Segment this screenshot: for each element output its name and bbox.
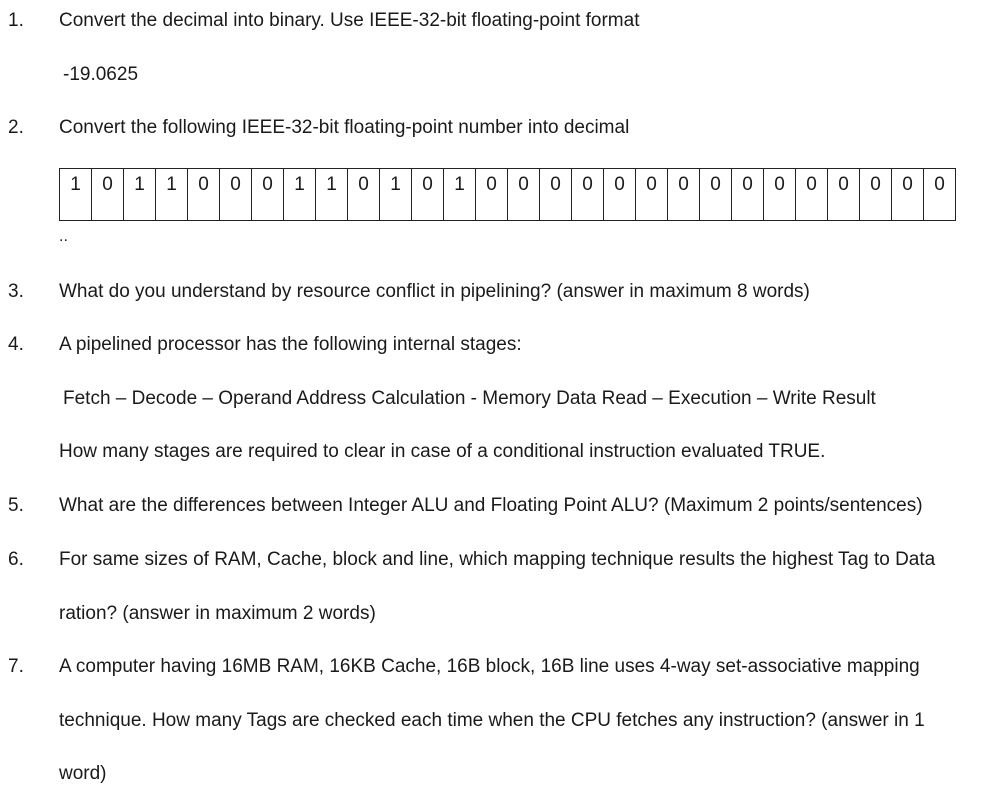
bit-cell: 0 xyxy=(540,168,572,221)
question-4-stages: Fetch – Decode – Operand Address Calculation - Memory Data Read – Execution – Write Result xyxy=(63,388,876,409)
bit-cell: 0 xyxy=(700,168,732,221)
bit-cell: 0 xyxy=(476,168,508,221)
question-1-text: Convert the decimal into binary. Use IEEE-32-bit floating-point format xyxy=(59,10,640,31)
bit-cell: 1 xyxy=(124,168,156,221)
question-2-dots: .. xyxy=(59,228,68,245)
question-6-text-line1: For same sizes of RAM, Cache, block and line, which mapping technique results the highest Tag to Data xyxy=(59,549,936,570)
bit-cell: 1 xyxy=(284,168,316,221)
bit-cell: 0 xyxy=(860,168,892,221)
bit-cell: 0 xyxy=(412,168,444,221)
question-number-2: 2. xyxy=(8,117,24,138)
question-5-text: What are the differences between Integer ALU and Floating Point ALU? (Maximum 2 points/sentences) xyxy=(59,495,923,516)
question-6-text-line2: ration? (answer in maximum 2 words) xyxy=(59,603,376,624)
question-number-5: 5. xyxy=(8,495,24,516)
bit-cell: 0 xyxy=(828,168,860,221)
bit-cell: 0 xyxy=(508,168,540,221)
question-number-4: 4. xyxy=(8,334,24,355)
question-number-1: 1. xyxy=(8,10,24,31)
question-7-text-line3: word) xyxy=(59,763,107,784)
bit-cell: 0 xyxy=(796,168,828,221)
bit-cell: 0 xyxy=(252,168,284,221)
bit-cell: 0 xyxy=(604,168,636,221)
bit-table xyxy=(59,168,956,221)
bit-cell: 1 xyxy=(156,168,188,221)
question-4-ask: How many stages are required to clear in case of a conditional instruction evaluated TRUE. xyxy=(59,441,826,462)
bit-cell: 0 xyxy=(220,168,252,221)
question-1-value: -19.0625 xyxy=(63,64,139,85)
question-3-text: What do you understand by resource conflict in pipelining? (answer in maximum 8 words) xyxy=(59,281,810,302)
bit-cell: 0 xyxy=(636,168,668,221)
bit-cell: 0 xyxy=(892,168,924,221)
bit-cell: 1 xyxy=(316,168,348,221)
bit-cell: 1 xyxy=(380,168,412,221)
bit-cell: 0 xyxy=(732,168,764,221)
question-7-text-line2: technique. How many Tags are checked each time when the CPU fetches any instruction? (answer in 1 xyxy=(59,710,925,731)
bit-cell: 1 xyxy=(60,168,92,221)
bit-cell: 0 xyxy=(348,168,380,221)
bit-cell: 0 xyxy=(668,168,700,221)
bit-cell: 0 xyxy=(188,168,220,221)
bit-cell: 1 xyxy=(444,168,476,221)
question-number-6: 6. xyxy=(8,549,24,570)
question-4-text: A pipelined processor has the following internal stages: xyxy=(59,334,522,355)
bit-cell: 0 xyxy=(764,168,796,221)
bit-cell: 0 xyxy=(92,168,124,221)
question-2-text: Convert the following IEEE-32-bit floating-point number into decimal xyxy=(59,117,630,138)
question-7-text-line1: A computer having 16MB RAM, 16KB Cache, 16B block, 16B line uses 4-way set-associative mapping xyxy=(59,656,920,677)
question-number-3: 3. xyxy=(8,281,24,302)
bit-cell: 0 xyxy=(572,168,604,221)
question-number-7: 7. xyxy=(8,656,24,677)
bit-cell: 0 xyxy=(924,168,956,221)
